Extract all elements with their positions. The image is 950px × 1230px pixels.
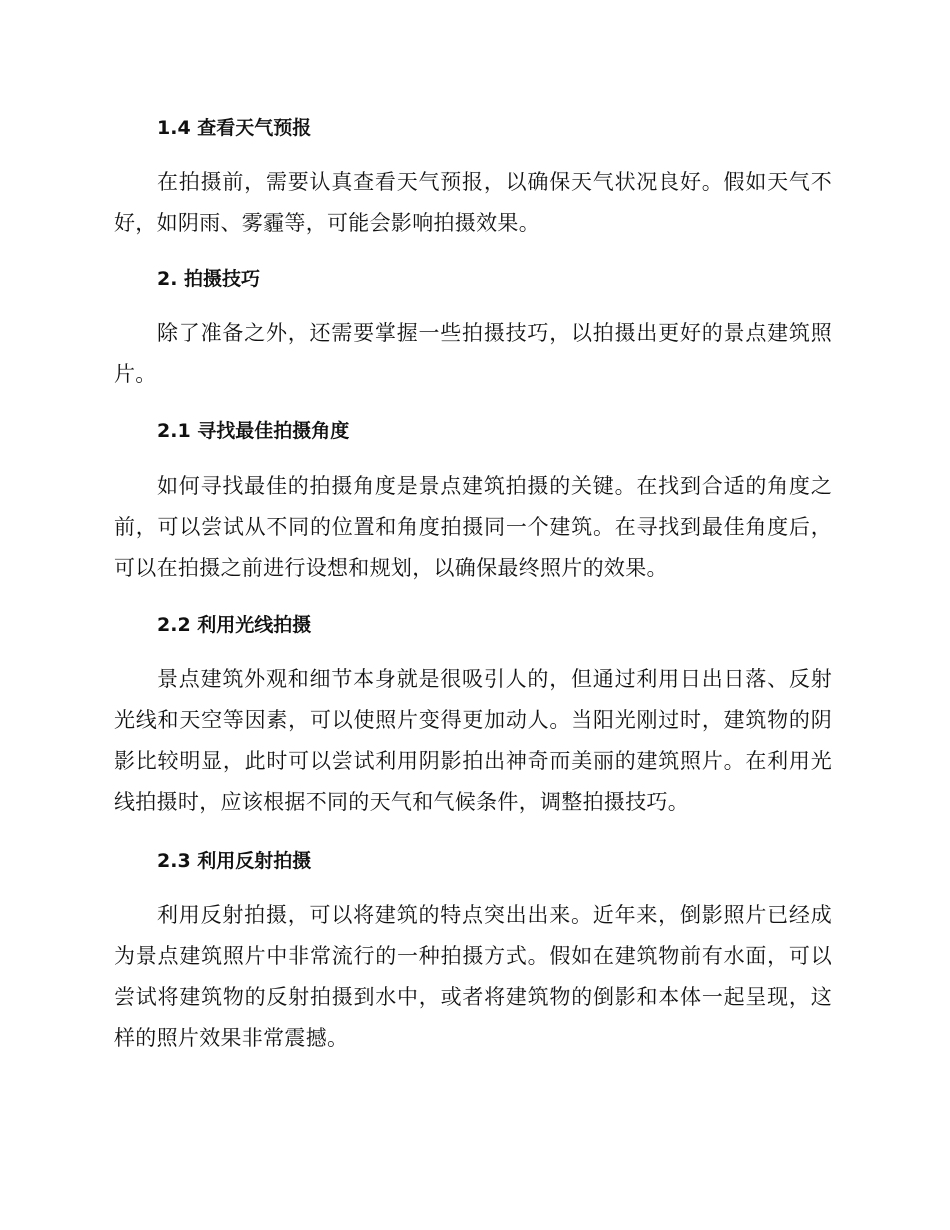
section-heading-2-1: 2.1 寻找最佳拍摄角度 bbox=[157, 420, 350, 442]
section-paragraph-2-2: 景点建筑外观和细节本身就是很吸引人的，但通过利用日出日落、反射光线和天空等因素，可以使照片变得更加动人。当阳光刚过时，建筑物的阴影比较明显，此时可以尝试利用阴影拍出神奇而美丽的建筑照片。在利用光线拍摄时，应该根据不同的天气和气候条件，调整拍摄技巧。 bbox=[114, 667, 832, 814]
section-heading-2: 2. 拍摄技巧 bbox=[157, 268, 261, 290]
section-paragraph-2-3: 利用反射拍摄，可以将建筑的特点突出出来。近年来，倒影照片已经成为景点建筑照片中非常流行的一种拍摄方式。假如在建筑物前有水面，可以尝试将建筑物的反射拍摄到水中，或者将建筑物的倒影和本体一起呈现，这样的照片效果非常震撼。 bbox=[114, 903, 832, 1050]
section-paragraph-1-4: 在拍摄前，需要认真查看天气预报，以确保天气状况良好。假如天气不好，如阴雨、雾霾等，可能会影响拍摄效果。 bbox=[114, 170, 832, 235]
section-paragraph-2: 除了准备之外，还需要掌握一些拍摄技巧，以拍摄出更好的景点建筑照片。 bbox=[114, 321, 832, 386]
section-heading-2-2: 2.2 利用光线拍摄 bbox=[157, 614, 312, 636]
section-heading-2-3: 2.3 利用反射拍摄 bbox=[157, 850, 312, 872]
section-paragraph-2-1: 如何寻找最佳的拍摄角度是景点建筑拍摄的关键。在找到合适的角度之前，可以尝试从不同的位置和角度拍摄同一个建筑。在寻找到最佳角度后，可以在拍摄之前进行设想和规划，以确保最终照片的效果。 bbox=[114, 474, 832, 580]
section-heading-1-4: 1.4 查看天气预报 bbox=[157, 117, 312, 139]
